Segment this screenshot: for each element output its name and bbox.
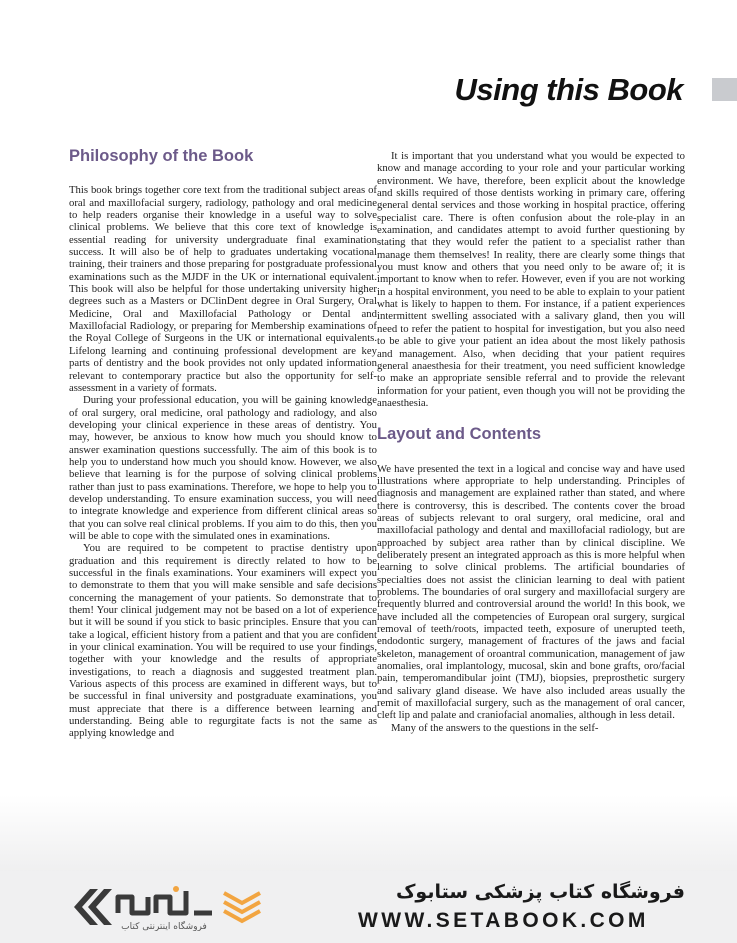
paragraph: We have presented the text in a logical and concise way and have used illustrations where appropriate to help understanding. Principles of diagnosis and management are explained rather than stated, and where there is controversy, this is described. The contents cover the broad areas of subjects relevant to oral surgery, oral medicine, oral and maxillofacial pathology and dental and maxillofacial radiology, but are approached by subject area rather than by clinical discipline. We deliberately present an integrated approach as this is more helpful when learning to solve clinical problems. The artificial boundaries of specialties does not assist the clinician learning to deal with patient problems. The boundaries of oral surgery and maxillofacial surgery are frequently blurred and controversial around the world! In this book, we have included all the competencies of European oral surgery, surgical removal of teeth/roots, impacted teeth, exposure of unerupted teeth, endodontic surgery, management of fractures of the jaws and facial skeleton, management of oroantral communication, management of jaw anomalies, oral implantology, mucosal, skin and bone grafts, oro/facial pain, temperomandibular joint (TMJ), biopsies, preprosthetic surgery and salivary gland disease. We have also included areas usually the remit of maxillofacial surgery, such as the management of oral cancer, cleft lip and palate and craniofacial anomalies, although in less detail. [377,462,685,722]
paragraph: It is important that you understand what you would be expected to know and manage according to your role and your particular working environment. We have, therefore, been explicit about the knowledge and skills required of those dentists working in primary care, offering general dental services and those working in hospital practice, offering specialist care. There is often confusion about the role-play in an examination, and candidates attempt to avoid further questioning by stating that they would refer the patient to a specialist rather than manage them themselves! In reality, there are clearly some things that you must know and others that you need only to be aware of; it is important to know when to refer. However, even if you are not working in a hospital environment, you need to be able to explain to your patient what is likely to happen to them. For instance, if a patient experiences intermittent swelling associated with a salivary gland, then you will need to refer the patient to hospital for investigation, but you also need to be able to give your patient an idea about the most likely pathosis and management. Also, when deciding that your patient requires general anaesthesia for their treatment, you need sufficient knowledge to make an appropriate sensible referral and to provide the relevant information for your patient, even though you will not be providing the anaesthesia. [377,150,685,409]
section-heading-philosophy: Philosophy of the Book [69,147,254,165]
right-column [377,150,685,734]
chapter-edge-tab [712,78,737,101]
book-stack-icon [224,893,260,921]
logo-dot-icon [173,886,179,892]
store-banner [0,871,737,943]
paragraph: Many of the answers to the questions in the self- [391,721,599,734]
shop-name: فروشگاه کتاب پزشکی ستابوک [395,881,685,903]
paragraph: You are required to be competent to practise dentistry upon graduation and this requirement is directly related to how to be successful in the finals examinations. Your examiners will expect you to demonstrate to them that you will make sensible and safe decisions concerning the management of your patients. So demonstrate that to them! Your clinical judgement may not be based on a lot of experience but it will be sound if you stick to basic principles. Ensure that you can take a logical, efficient history from a patient and that you are confident in your clinical examination. You will be required to use your findings, together with your knowledge and the results of appropriate investigations, to reach a diagnosis and suggested treatment plan. Various aspects of this process are examined in different ways, but to be successful in final university and postgraduate examinations, you must appreciate that there is a difference between learning and understanding. Being able to regurgitate facts is not the same as applying knowledge and [69,542,377,740]
section-heading-layout: Layout and Contents [377,425,542,444]
logo-wordmark-icon [118,891,212,913]
paragraph: This book brings together core text from the traditional subject areas of oral and maxillofacial surgery, radiology, pathology and oral medicine to help readers organise their knowledge in a useful way to solve clinical problems. We believe that this core text of knowledge is essential reading for university undergraduate final examination success. It will also be of help to graduates undertaking vocational training, their trainers and those preparing for postgraduate professional examinations such as the MJDF in the UK or international equivalent. This book will also be helpful for those undertaking university higher degrees such as a Masters or DClinDent degree in Oral Surgery, Oral Medicine, Oral and Maxillofacial Pathology or Dental and Maxillofacial Radiology, or preparing for Membership examinations of the Royal College of Surgeons in the UK or international equivalents. Lifelong learning and continuing professional development are key parts of dentistry and the book provides not only updated information relevant to contemporary practice but also the opportunity for self-assessment in a variety of formats. [69,184,377,394]
paragraph: During your professional education, you will be gaining knowledge of oral surgery, oral medicine, oral pathology and radiology, and also developing your clinical experience in these areas of dentistry. You may, however, be anxious to know how much you should know to answer examination questions successfully. The aim of this book is to help you to understand how much you should know. However, we also believe that learning is for the purpose of solving clinical problems rather than just to pass examinations. Therefore, we hope to help you to develop understanding. To ensure examination success, you will need to integrate knowledge and experience from different clinical areas so that you can solve real clinical problems. If you aim to do this, then you will be able to cope with the simulated ones in examinations. [69,394,377,542]
left-column [69,147,377,740]
logo-subtitle: فروشگاه اینترنتی کتاب [121,922,207,931]
setabook-logo[interactable] [72,883,286,931]
page-title: Using this Book [454,72,683,107]
double-chevron-icon [74,889,112,925]
shop-url-link[interactable]: WWW.SETABOOK.COM [358,909,649,932]
page-fade-overlay [0,795,737,873]
